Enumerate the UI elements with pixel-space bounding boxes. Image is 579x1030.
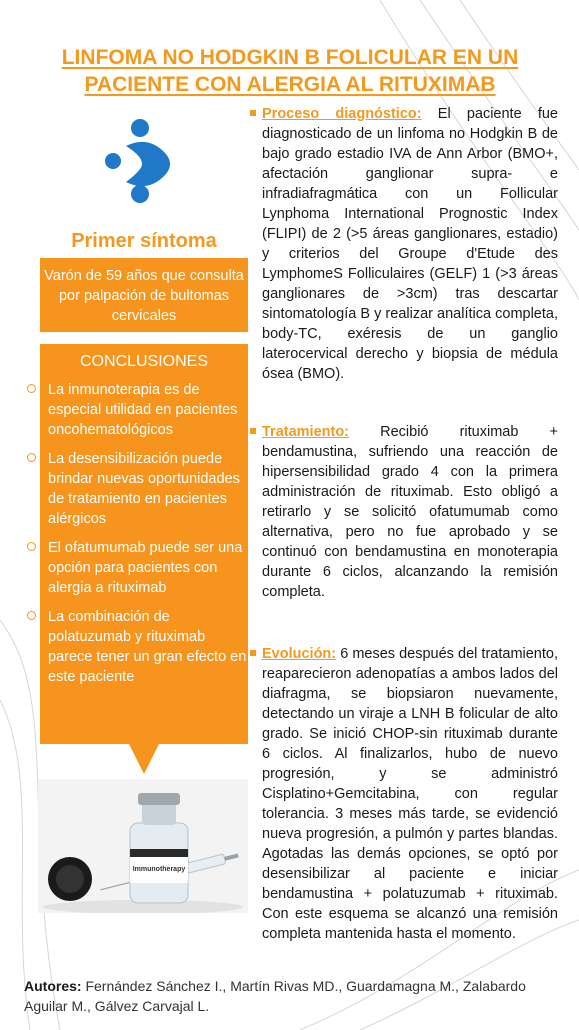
authors-label: Autores: — [24, 978, 82, 994]
conclusion-item: La inmunoterapia es de especial utilidad en pacientes oncohematológicos — [24, 380, 252, 440]
section-body: 6 meses después del tratamiento, reaparecieron adenopatías a ambos lados del diafragma, se biopsiaron nuevamente, detectando un viraje a LNH B folicular de alto grado. Se inició CHOP-sin rituximab durante 6 ciclos. Al finalizarlos, hubo de nuevo progresión, y se administró Cisplatino+Gemcitabina, con regular tolerancia. 3 meses más tarde, se evidenció nueva progresión, a pulmón y partes blandas. Agotadas las demás opciones, se optó por desensibilizar al paciente e iniciar bendamustina + polatuzumab + rituximab. Con este esquema se alcanzó una remisión completa mantenida hasta el momento. — [262, 646, 558, 942]
conclusiones-list — [24, 380, 252, 696]
section-tratamiento — [248, 422, 558, 602]
square-bullet-icon — [250, 650, 256, 656]
circle-bullet-icon — [27, 453, 36, 462]
circle-bullet-icon — [27, 611, 36, 620]
conclusion-item: La desensibilización puede brindar nuevas oportunidades de tratamiento en pacientes alérgicos — [24, 449, 252, 529]
circle-bullet-icon — [27, 542, 36, 551]
vial-label: Immunotherapy — [132, 866, 186, 873]
primer-sintoma-box — [40, 258, 248, 332]
conclusion-item: El ofatumumab puede ser una opción para pacientes con alergia a rituximab — [24, 538, 252, 598]
section-evolucion — [248, 644, 558, 944]
section-heading: Evolución: — [262, 646, 337, 662]
immunotherapy-vial-image — [38, 779, 248, 913]
conclusion-item: La combinación de polatuzumab y rituximab parece tener un gran efecto en este paciente — [24, 607, 252, 687]
authors — [24, 976, 564, 1016]
square-bullet-icon — [250, 428, 256, 434]
section-body: Recibió rituximab + bendamustina, sufriendo una reacción de hipersensibilidad grado 4 con la primera administración de rituximab. Esto obligó a retirarlo y se solicitó ofatumumab como alternativa, pero no fue aprobado y se continuó con bendamustina en monoterapia durante 6 ciclos, alcanzando la remisión completa. — [262, 424, 558, 600]
square-bullet-icon — [250, 110, 256, 116]
primer-sintoma-text: Varón de 59 años que consulta por palpación de bultomas cervicales — [44, 268, 244, 324]
conclusiones-title: CONCLUSIONES — [79, 353, 209, 370]
conclusiones-arrow — [129, 744, 159, 774]
section-heading: Tratamiento: — [262, 424, 350, 440]
authors-names: Fernández Sánchez I., Martín Rivas MD., Guardamagna M., Zalabardo Aguilar M., Gálvez Carvajal L. — [24, 978, 526, 1014]
section-body: El paciente fue diagnosticado de un linfoma no Hodgkin B de bajo grado estadio IVA de Ann Arbor (BMO+, afectación ganglionar supra- e infradiafragmática con un Follicular Lynphoma International Prognostic Index (FLIPI) de 2 (>5 áreas ganglionares, estadio) y criterios del Groupe d'Etude des LymphomeS Folliculaires (GELF) 1 (>3 áreas ganglionares de >3cm) tras descartar sintomatología B y realizar analítica completa, body-TC, exéresis de un ganglio laterocervical derecho y biopsia de médula ósea (BMO). — [262, 106, 558, 382]
primer-sintoma-title: Primer síntoma — [71, 230, 217, 252]
poster-title: LINFOMA NO HODGKIN B FOLICULAR EN UN PACIENTE CON ALERGIA AL RITUXIMAB — [61, 46, 519, 96]
circle-bullet-icon — [27, 384, 36, 393]
section-proceso-diagnostico — [248, 104, 558, 384]
arrow-dots-logo-icon — [98, 118, 190, 210]
section-heading: Proceso diagnóstico: — [262, 106, 422, 122]
right-column — [248, 104, 558, 944]
vial-illustration — [38, 779, 248, 913]
